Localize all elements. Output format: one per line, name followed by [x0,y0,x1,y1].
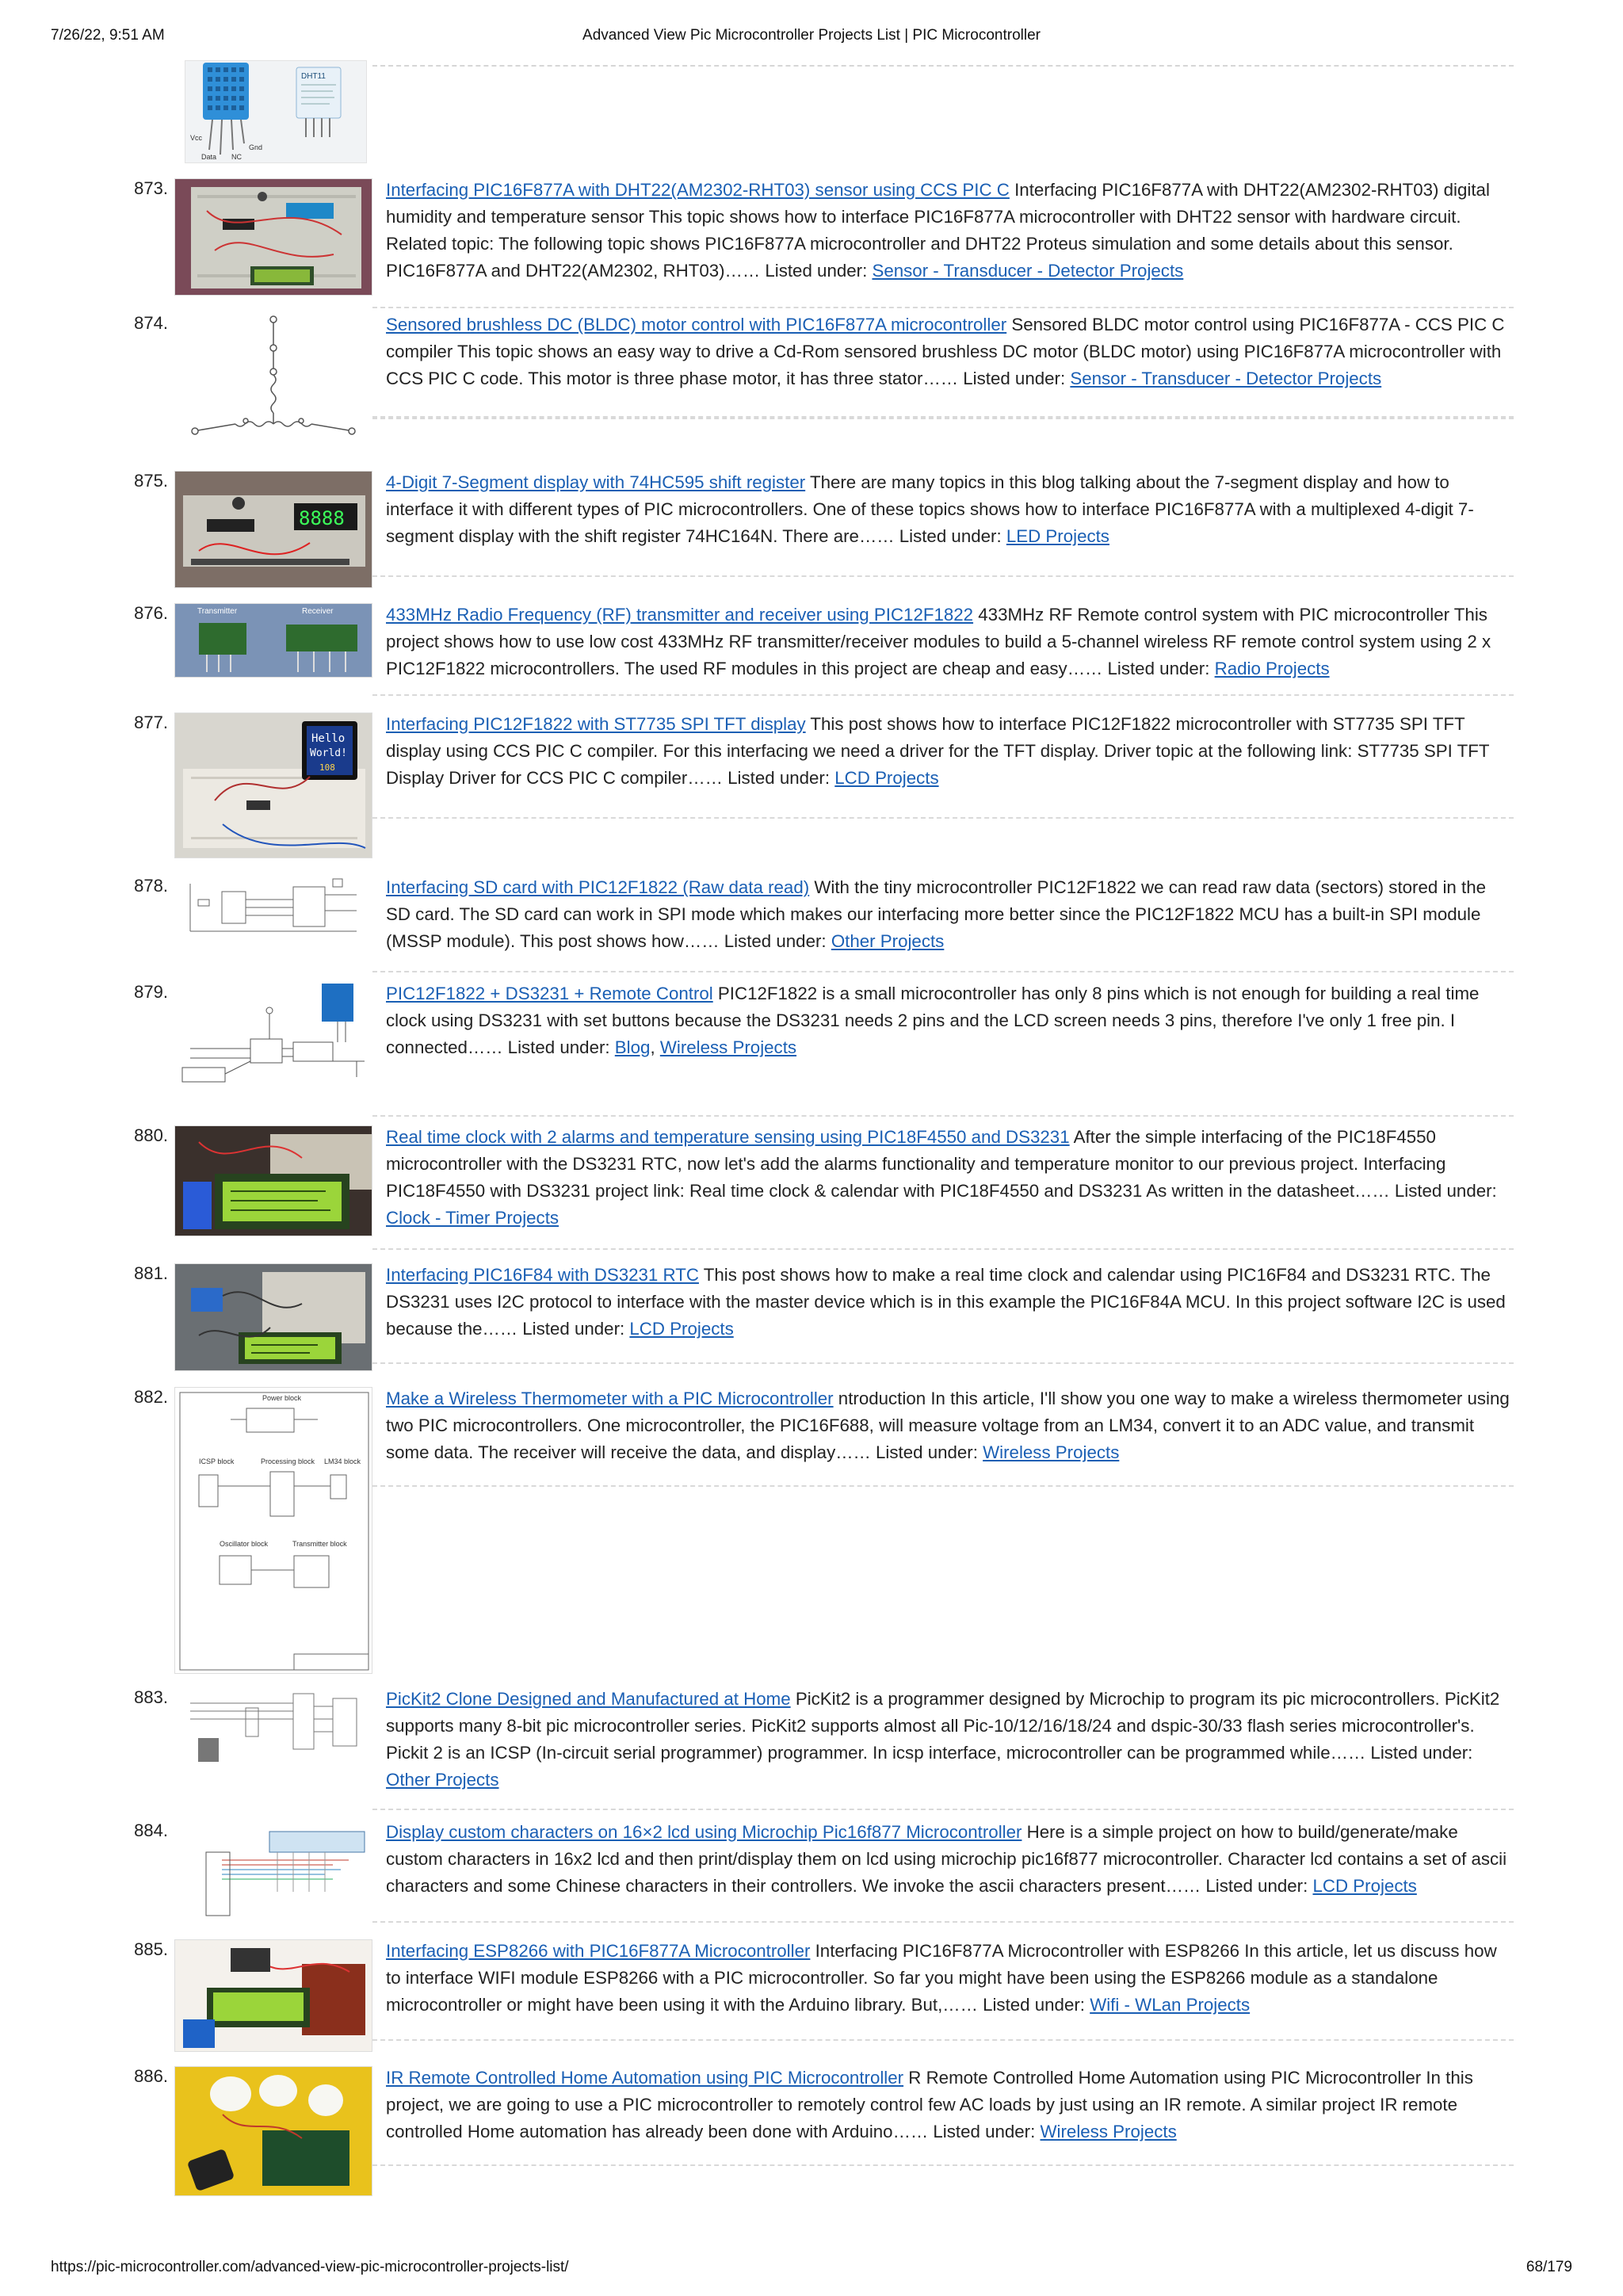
category-link[interactable]: Wireless Projects [983,1442,1120,1462]
entry-number: 881. [134,1263,168,1283]
category-link[interactable]: Blog [614,1037,651,1057]
category-link[interactable]: LCD Projects [629,1319,734,1339]
divider [372,1362,1514,1364]
entry-text [386,2065,1515,2145]
divider [372,307,1514,308]
category-link[interactable]: Radio Projects [1214,659,1330,678]
entry-text [386,1686,1515,1794]
tft-line-2: World! [310,747,347,759]
entry-text [386,177,1515,285]
project-thumbnail [174,982,372,1102]
entry-number: 877. [134,712,168,732]
entry-text [386,469,1515,550]
project-description: Interfacing PIC16F877A Microcontroller with ESP8266 In this article, let us discuss how to interface WIFI module ESP8266 with a PIC microcontroller. So far you might have been using the ESP8266 module as a standalone microcontroller or might have been using it with the Arduino library. But,…… Listed under: [386,1941,1497,2015]
receiver-label: Receiver [302,607,334,616]
project-thumbnail [174,1939,372,2052]
diagram-label-lm34: LM34 block [324,1457,361,1465]
project-description: This post shows how to make a real time clock and calendar using PIC16F84 and DS3231 RTC. The DS3231 uses I2C protocol to interface with the master device which is in this example the PIC16F84A MCU. In this project software I2C is used because the…… Listed under: [386,1265,1506,1339]
diagram-label-processing: Processing block [261,1457,315,1465]
project-title-link[interactable]: Interfacing PIC12F1822 with ST7735 SPI TFT display [386,714,806,734]
entry-text: PIC12F1822 + DS3231 + Remote Control PIC12F1822 is a small microcontroller has only 8 pins which is not enough for building a real time clock using DS3231 with set buttons because the DS3231 needs 2 pins and the LCD screen needs 3 pins, therefore I've only 1 free pin. I connected…… Listed under: Blog, Wireless Projects [386,984,1480,1057]
project-thumbnail [174,1687,372,1767]
entry-text [386,311,1515,392]
project-thumbnail [174,712,372,858]
divider [372,418,1514,419]
entry-number: 882. [134,1387,168,1407]
pin-label-gnd: Gnd [249,143,263,151]
divider [372,2039,1514,2041]
divider [372,971,1514,972]
entry-number: 874. [134,313,168,333]
project-title-link[interactable]: 433MHz Radio Frequency (RF) transmitter and receiver using PIC12F1822 [386,605,974,625]
project-thumbnail [174,1263,372,1371]
project-thumbnail [174,1125,372,1236]
project-title-link[interactable]: IR Remote Controlled Home Automation using PIC Microcontroller [386,2068,904,2088]
print-header [51,27,1572,46]
category-link[interactable]: Wireless Projects [1040,2122,1177,2141]
divider [372,65,1514,67]
diagram-label-oscillator: Oscillator block [220,1540,269,1548]
entry-text [386,874,1515,955]
entry-text [386,1262,1515,1343]
divider [372,694,1514,696]
category-link[interactable]: Wireless Projects [659,1037,797,1057]
category-link[interactable]: Sensor - Transducer - Detector Projects [872,261,1184,281]
project-thumbnail [174,313,372,456]
print-datetime: 7/26/22, 9:51 AM [51,27,165,44]
entry-number: 884. [134,1820,168,1840]
entry-number: 879. [134,982,168,1002]
category-link[interactable]: Clock - Timer Projects [386,1208,559,1228]
project-description: PIC12F1822 is a small microcontroller has only 8 pins which is not enough for building a real time clock using DS3231 with set buttons because the DS3231 needs 2 pins and the LCD screen needs 3 pins, therefore I've only 1 free pin. I connected…… Listed under: [386,984,1480,1057]
project-description: ntroduction In this article, I'll show you one way to make a wireless thermometer using two PIC microcontrollers. One microcontroller, the PIC16F688, will measure voltage from an LM34, convert it to an ADC value, and transmit some data. The receiver will receive the data, and display…… Listed under: [386,1389,1510,1462]
divider [372,1921,1514,1923]
project-description: R Remote Controlled Home Automation using PIC Microcontroller In this project, we are going to use a PIC microcontroller to remotely control few AC loads by just using an IR remote. A similar project IR remote controlled Home automation has already been done with Arduino…… Listed under: [386,2068,1473,2141]
project-title-link[interactable]: 4-Digit 7-Segment display with 74HC595 shift register [386,472,806,492]
pin-label-nc: NC [231,153,242,161]
diagram-label-power: Power block [262,1394,302,1402]
project-title-link[interactable]: Real time clock with 2 alarms and temperature sensing using PIC18F4550 and DS3231 [386,1127,1070,1147]
seven-segment-readout: 8888 [299,507,345,529]
transmitter-label: Transmitter [197,607,238,616]
category-link[interactable]: LED Projects [1006,526,1109,546]
dht-sensor-image [185,60,367,163]
category-link[interactable]: Other Projects [386,1770,499,1790]
category-link[interactable]: LCD Projects [1312,1876,1417,1896]
diagram-label-transmitter: Transmitter block [292,1540,347,1548]
entry-number: 875. [134,471,168,491]
project-title-link[interactable]: PicKit2 Clone Designed and Manufactured at Home [386,1689,791,1709]
entry-number: 880. [134,1125,168,1145]
project-description: Interfacing PIC16F877A with DHT22(AM2302-RHT03) digital humidity and temperature sensor This topic shows how to interface PIC16F877A microcontroller with DHT22 sensor with hardware circuit. Related topic: The following topic shows PIC16F877A microcontroller and DHT22 Proteus simulation and some details about this sensor. PIC16F877A and DHT22(AM2302, RHT03)…… Listed under: [386,180,1490,281]
divider [372,1809,1514,1810]
diagram-label-icsp: ICSP block [199,1457,235,1465]
project-title-link[interactable]: Make a Wireless Thermometer with a PIC Microcontroller [386,1389,834,1408]
entry-text [386,1819,1515,1900]
entry-number: 878. [134,876,168,896]
project-title-link[interactable]: Display custom characters on 16×2 lcd using Microchip Pic16f877 Microcontroller [386,1822,1022,1842]
project-thumbnail [174,1820,372,1919]
divider [372,1115,1514,1117]
page-url: https://pic-microcontroller.com/advanced-view-pic-microcontroller-projects-list/ [51,2259,569,2275]
divider [372,1485,1514,1487]
divider [372,1248,1514,1250]
project-description: Sensored BLDC motor control using PIC16F877A - CCS PIC C compiler This topic shows an easy way to drive a Cd-Rom sensored brushless DC motor (BLDC motor) using PIC16F877A microcontroller with CCS PIC C code. This motor is three phase motor, it has three stator…… Listed under: [386,315,1505,388]
entry-text [386,602,1515,682]
project-title-link[interactable]: Sensored brushless DC (BLDC) motor control with PIC16F877A microcontroller [386,315,1007,334]
project-description: Here is a simple project on how to build/generate/make custom characters in 16x2 lcd and then print/display them on lcd using microchip pic16f877 microcontroller. Character lcd contains a set of ascii characters and some Chinese characters in their controllers. We invoke the ascii characters present…… Listed under: [386,1822,1507,1896]
page-number: 68/179 [1526,2259,1572,2275]
divider [372,817,1514,819]
project-thumbnail [174,2066,372,2196]
entry-text [386,1385,1515,1466]
project-title-link[interactable]: Interfacing PIC16F877A with DHT22(AM2302-RHT03) sensor using CCS PIC C [386,180,1010,200]
project-title-link[interactable]: PIC12F1822 + DS3231 + Remote Control [386,984,713,1003]
pin-label-data: Data [201,153,217,161]
project-thumbnail [174,178,372,296]
project-description: After the simple interfacing of the PIC18F4550 microcontroller with the DS3231 RTC, now let's add the alarms functionality and temperature monitor to our previous project. Interfacing PIC18F4550 with DS3231 project link: Real time clock & calendar with PIC18F4550 and DS3231 As written in the datasheet…… Listed under: [386,1127,1497,1201]
category-link[interactable]: Wifi - WLan Projects [1090,1995,1251,2015]
entry-number: 885. [134,1939,168,1959]
entry-text [386,1938,1515,2019]
project-description: PicKit2 is a programmer designed by Microchip to program its pic microcontrollers. PicKit2 supports many 8-bit pic microcontroller series. PicKit2 supports almost all Pic-10/12/16/18/24 and dspic-30/33 flash series microcontroller's. Pickit 2 is an ICSP (In-circuit serial programmer) programmer. In icsp interface, microcontroller can be programmed while…… Listed under: [386,1689,1500,1763]
entry-number: 886. [134,2066,168,2086]
project-thumbnail [174,876,372,939]
print-footer [51,2259,1572,2278]
category-link[interactable]: LCD Projects [834,768,939,788]
project-description: There are many topics in this blog talking about the 7-segment display and how to interface it with different types of PIC microcontrollers. One of these topics shows how to interface PIC16F877A with a multiplexed 4-digit 7-segment display with the shift register 74HC164N. There are…… Listed under: [386,472,1474,546]
tft-line-1: Hello [311,732,346,745]
entry-number: 876. [134,603,168,623]
category-link[interactable]: Sensor - Transducer - Detector Projects [1070,369,1382,388]
tft-line-3: 108 [319,762,335,773]
project-thumbnail [174,603,372,678]
entry-text [386,1124,1515,1232]
entry-number: 883. [134,1687,168,1707]
divider [372,2164,1514,2166]
category-link[interactable]: Other Projects [831,931,945,951]
project-description: 433MHz RF Remote control system with PIC microcontroller This project shows how to use low cost 433MHz RF transmitter/receiver modules to build a 5-channel wireless RF remote control system using 2 x PIC12F1822 microcontrollers. The used RF modules in this project are cheap and easy…… Listed under: [386,605,1491,678]
project-title-link[interactable]: Interfacing SD card with PIC12F1822 (Raw data read) [386,877,810,897]
sensor-model-label: DHT11 [301,72,326,81]
divider [372,575,1514,577]
project-description: This post shows how to interface PIC12F1822 microcontroller with ST7735 SPI TFT display using CCS PIC C compiler. For this interfacing we need a driver for the TFT display. Driver topic at the following link: ST7735 SPI TFT Display Driver for CCS PIC C compiler…… Listed under: [386,714,1490,788]
project-title-link[interactable]: Interfacing PIC16F84 with DS3231 RTC [386,1265,699,1285]
entry-text [386,711,1515,792]
print-page-title: Advanced View Pic Microcontroller Projects List | PIC Microcontroller [582,27,1041,44]
project-thumbnail [174,1387,372,1674]
project-title-link[interactable]: Interfacing ESP8266 with PIC16F877A Microcontroller [386,1941,811,1961]
pin-label-vcc: Vcc [190,134,203,142]
project-description: With the tiny microcontroller PIC12F1822 we can read raw data (sectors) stored in the SD card. The SD card can work in SPI mode which makes our interfacing more better since the PIC12F1822 MCU has a built-in SPI module (MSSP module). This post shows how…… Listed under: [386,877,1487,951]
project-thumbnail [174,471,372,588]
entry-number: 873. [134,178,168,198]
